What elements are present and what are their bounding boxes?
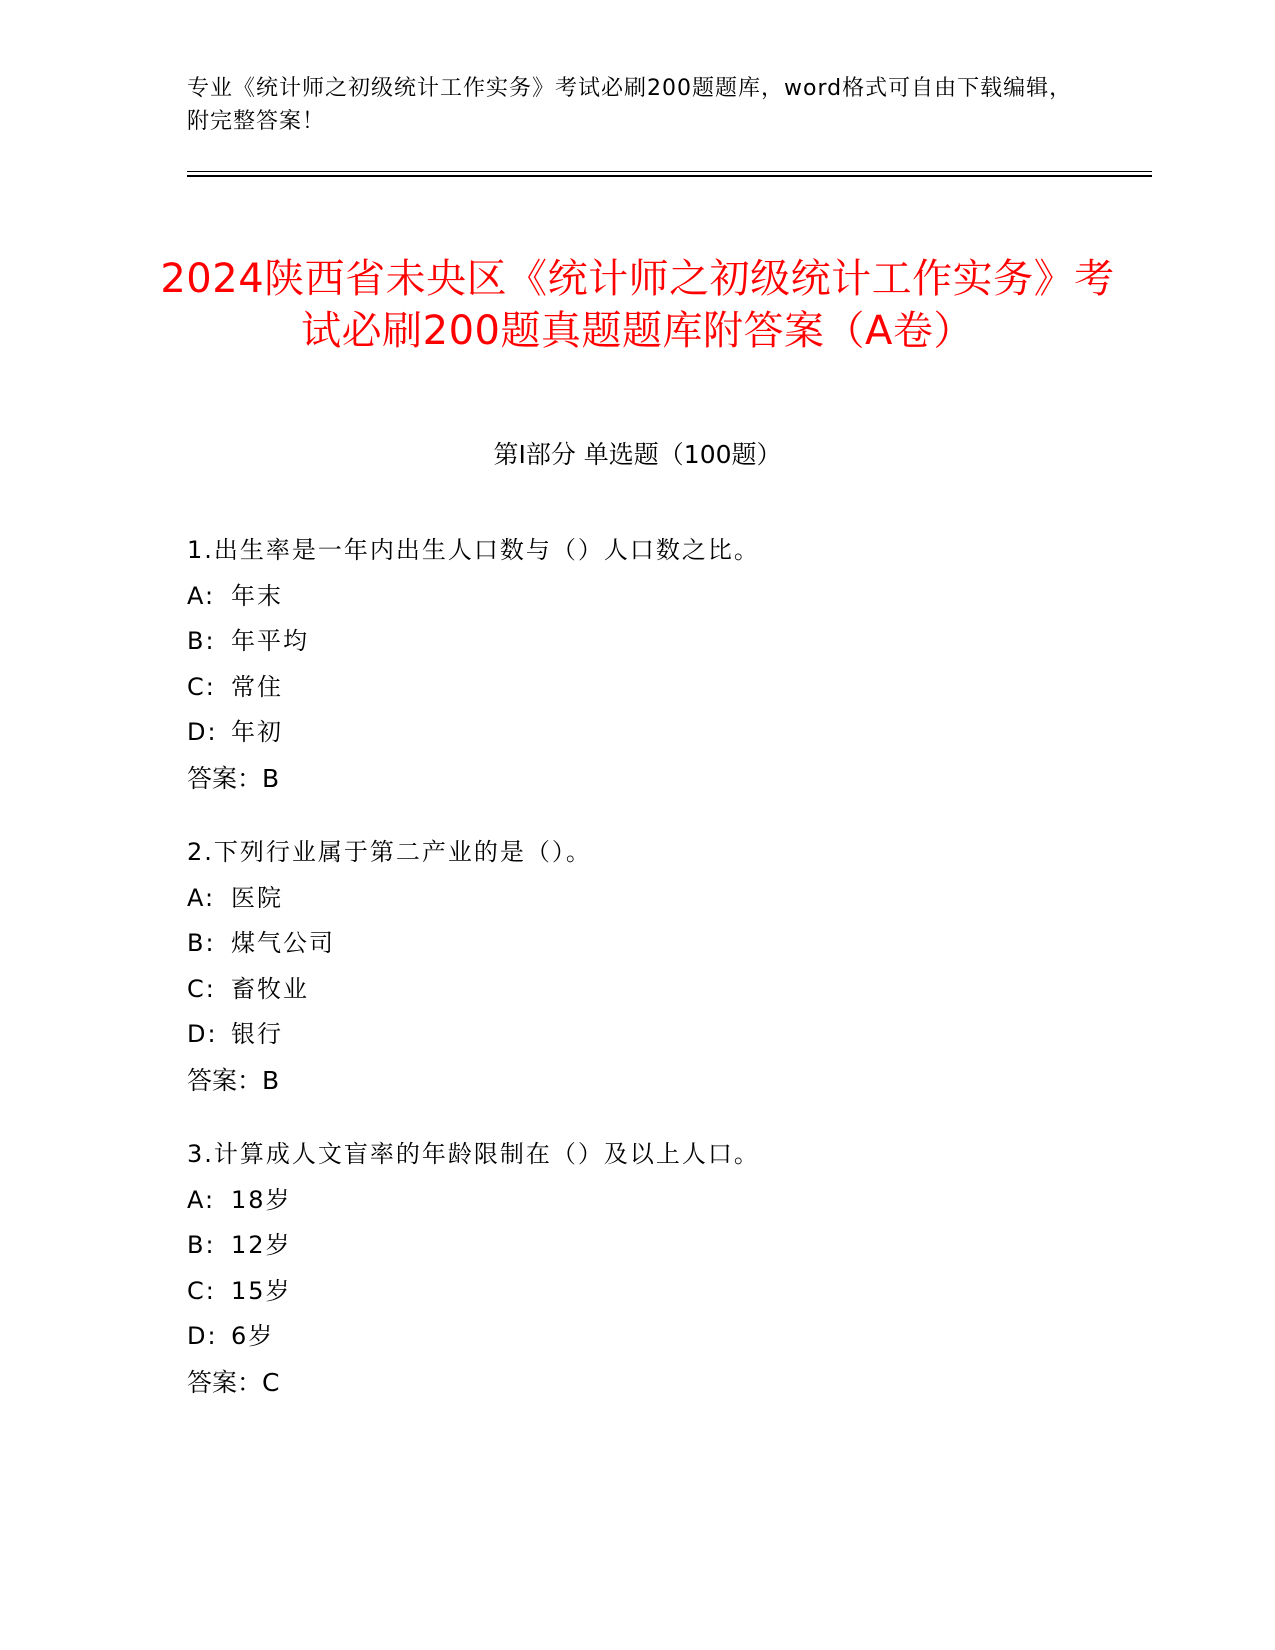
option-text: 6岁 xyxy=(231,1322,275,1350)
question-2 xyxy=(187,830,1137,1103)
answer-label: 答案： xyxy=(187,1367,263,1397)
answer-line xyxy=(187,1058,1137,1104)
option-text: 常住 xyxy=(231,672,283,701)
question-3 xyxy=(187,1132,1137,1405)
question-stem: 2.下列行业属于第二产业的是（）。 xyxy=(187,838,592,866)
option-text: 煤气公司 xyxy=(231,929,335,957)
option-text: 银行 xyxy=(231,1020,283,1048)
answer-value: B xyxy=(262,763,280,793)
answer-value: C xyxy=(262,1367,280,1397)
answer-value: B xyxy=(262,1065,280,1095)
option-d xyxy=(187,1314,1137,1360)
option-text: 年平均 xyxy=(231,627,309,655)
option-text: 医院 xyxy=(231,883,283,912)
option-c xyxy=(187,665,1137,711)
option-key: A: xyxy=(187,883,216,912)
option-d xyxy=(187,1012,1137,1058)
option-key: A: xyxy=(187,1185,216,1214)
option-key: C: xyxy=(187,672,216,701)
option-key: C: xyxy=(187,1276,216,1305)
option-text: 12岁 xyxy=(231,1231,292,1259)
option-key: B: xyxy=(187,1231,216,1259)
answer-line xyxy=(187,756,1137,802)
header-divider-bottom xyxy=(187,175,1152,177)
question-list xyxy=(187,528,1137,1434)
header-divider-top xyxy=(187,171,1152,172)
option-key: D: xyxy=(187,1020,218,1048)
option-key: B: xyxy=(187,627,216,655)
option-text: 年末 xyxy=(231,581,283,610)
option-a xyxy=(187,876,1137,922)
option-c xyxy=(187,967,1137,1013)
question-1 xyxy=(187,528,1137,801)
answer-label: 答案： xyxy=(187,763,263,793)
header-note: 专业《统计师之初级统计工作实务》考试必刷200题题库，word格式可自由下载编辑，附完整答案！ xyxy=(187,76,1073,134)
option-c xyxy=(187,1269,1137,1315)
section-title: 第I部分 单选题（100题） xyxy=(493,440,782,469)
option-key: B: xyxy=(187,929,216,957)
option-b xyxy=(187,1223,1137,1269)
option-b xyxy=(187,921,1137,967)
option-b xyxy=(187,619,1137,665)
option-a xyxy=(187,1178,1137,1224)
document-title: 2024陕西省未央区《统计师之初级统计工作实务》考试必刷200题真题题库附答案（A卷） xyxy=(160,255,1115,354)
option-key: C: xyxy=(187,974,216,1003)
question-stem: 3.计算成人文盲率的年龄限制在（）及以上人口。 xyxy=(187,1140,760,1168)
option-key: D: xyxy=(187,718,218,746)
option-a xyxy=(187,574,1137,620)
question-stem: 1.出生率是一年内出生人口数与（）人口数之比。 xyxy=(187,536,760,564)
option-key: D: xyxy=(187,1322,218,1350)
answer-label: 答案： xyxy=(187,1065,263,1095)
option-d xyxy=(187,710,1137,756)
option-key: A: xyxy=(187,581,216,610)
option-text: 年初 xyxy=(231,718,283,746)
option-text: 畜牧业 xyxy=(231,974,309,1003)
option-text: 18岁 xyxy=(231,1185,292,1214)
option-text: 15岁 xyxy=(231,1276,292,1305)
answer-line xyxy=(187,1360,1137,1406)
